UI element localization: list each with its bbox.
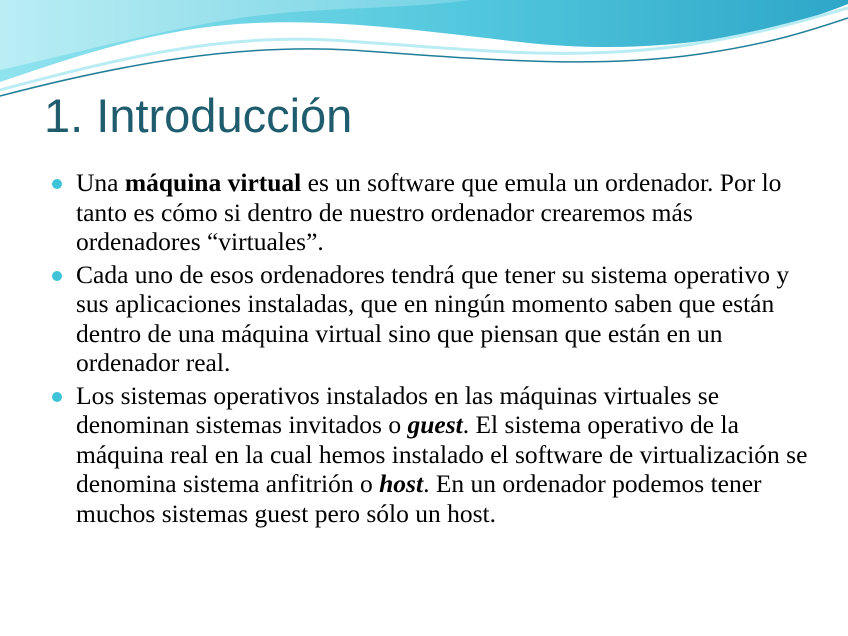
bullet-dot-icon (52, 392, 62, 402)
bullet-item (52, 381, 812, 529)
bullet-text (76, 168, 812, 257)
bullet-item (52, 168, 812, 257)
text-run: es un software que emula un ordenador. Por lo tanto es cómo si dentro de nuestro ordenador crearemos más ordenadores “virtuales”. (76, 168, 782, 256)
bullet-text: Cada uno de esos ordenadores tendrá que tener su sistema operativo y sus aplicaciones instaladas, que en ningún momento saben que están dentro de una máquina virtual sino que piensan que están en un ordenador real. (76, 259, 790, 377)
text-run: Los sistemas operativos instalados en las máquinas virtuales se denominan sistemas invitados o (76, 380, 720, 439)
bullet-dot-icon (52, 179, 62, 189)
bullet-item (52, 260, 812, 378)
text-run: . En un ordenador podemos tener muchos sistemas guest pero sólo un host. (76, 469, 762, 528)
bullet-text (76, 381, 812, 529)
emphasis-term-guest: guest (407, 410, 463, 439)
bullet-dot-icon (52, 271, 62, 281)
emphasis-term-host: host (379, 469, 424, 498)
text-run: Una (76, 168, 125, 197)
bullet-list (52, 168, 812, 531)
text-run: . El sistema operativo de la máquina real en la cual hemos instalado el software de virtualización se denomina sistema anfitrión o (76, 410, 808, 498)
bold-term: máquina virtual (124, 168, 302, 197)
slide-title: 1. Introducción (44, 89, 353, 142)
